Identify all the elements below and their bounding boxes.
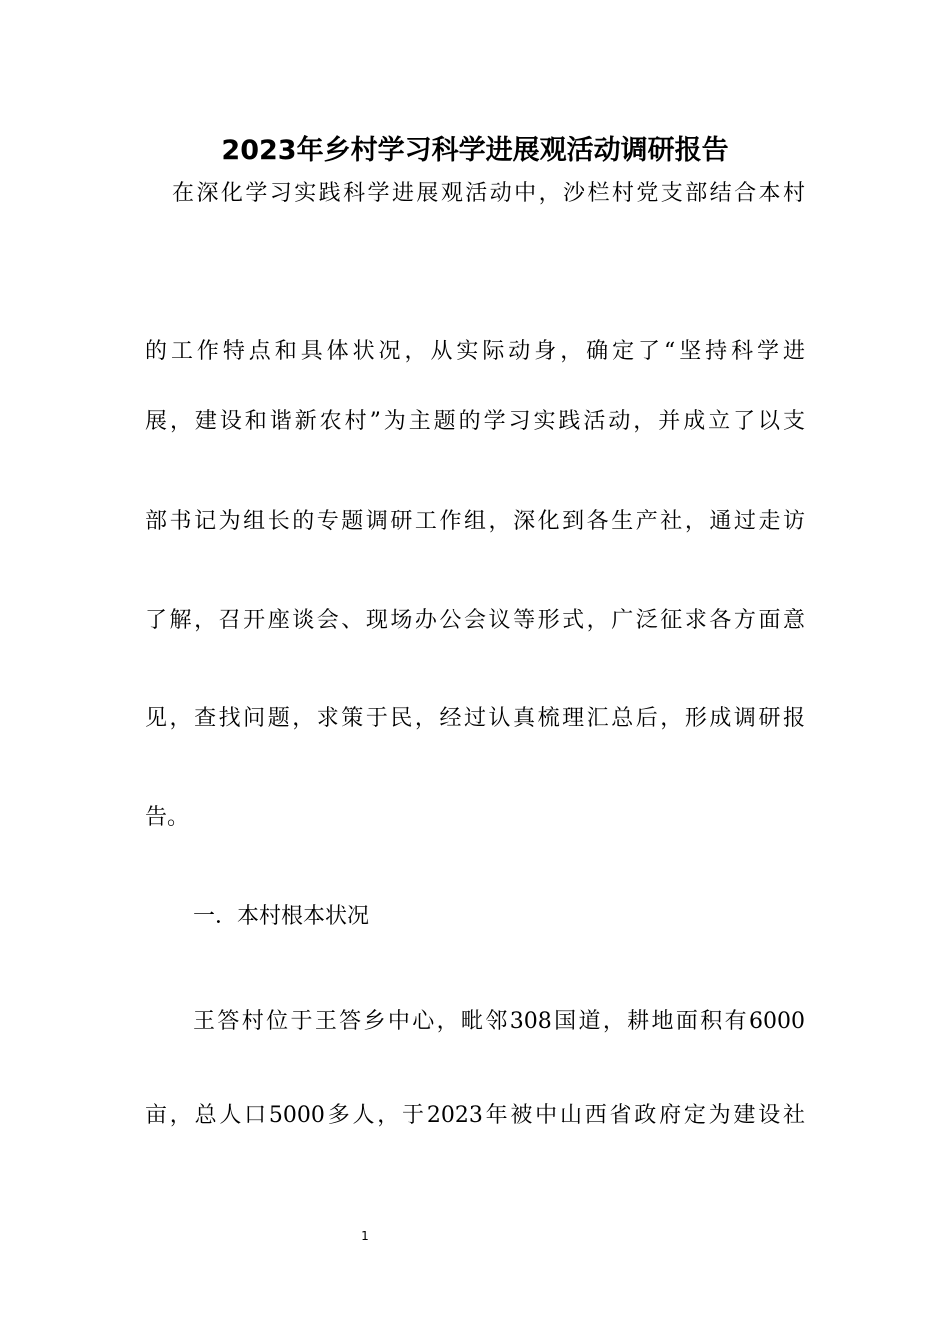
page-number: 1 <box>361 1229 369 1243</box>
document-title: 2023年乡村学习科学进展观活动调研报告 <box>221 135 729 166</box>
paragraph-1-line-3: 展，建设和谐新农村”为主题的学习实践活动，并成立了以支 <box>145 409 805 434</box>
paragraph-1-line-5: 了解，召开座谈会、现场办公会议等形式，广泛征求各方面意 <box>145 608 805 633</box>
paragraph-1-line-1: 在深化学习实践科学进展观活动中，沙栏村党支部结合本村 <box>172 181 805 206</box>
paragraph-2-line-2: 亩，总人口5000多人，于2023年被中山西省政府定为建设社 <box>145 1103 805 1128</box>
paragraph-1-line-2: 的工作特点和具体状况，从实际动身，确定了“坚持科学进 <box>145 339 805 364</box>
paragraph-2-line-1: 王答村位于王答乡中心，毗邻308国道，耕地面积有6000 <box>193 1009 805 1034</box>
paragraph-1-line-6: 见，查找问题，求策于民，经过认真梳理汇总后，形成调研报 <box>145 706 805 731</box>
paragraph-1-line-4: 部书记为组长的专题调研工作组，深化到各生产社，通过走访 <box>145 509 805 534</box>
paragraph-1-line-7: 告。 <box>145 805 190 830</box>
section-1-heading: 一．本村根本状况 <box>193 904 370 929</box>
